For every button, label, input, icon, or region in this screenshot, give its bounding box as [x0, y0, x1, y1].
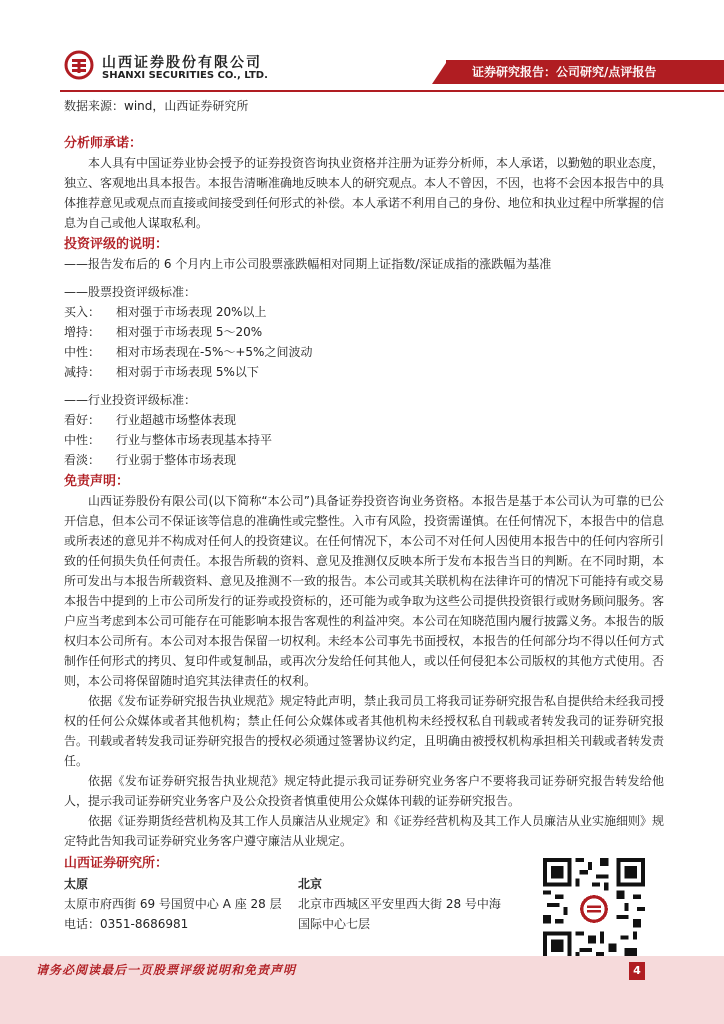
disclaimer-paragraph-1: 山西证券股份有限公司(以下简称“本公司”)具备证券投资咨询业务资格。本报告是基于本公司认为可靠的已公开信息，但本公司不保证该等信息的准确性或完整性。入市有风险，投资需谨慎。在任何情况下，本报告中的信息或所表述的意见并不构成对任何人的投资建议。在任何情况下，本公司不对任何人因使用本报告中的任何内容所引致的任何损失负任何责任。本报告所载的资料、意见及推测仅反映本所于发布本报告当日的判断。在不同时期，本所可发出与本报告所载资料、意见及推测不一致的报告。本公司或其关联机构在法律许可的情况下可能持有或交易本报告中提到的上市公司所发行的证券或投资标的，还可能为或争取为这些公司提供投资银行或财务顾问服务。客户应当考虑到本公司可能存在可能影响本报告客观性的利益冲突。本公司在知晓范围内履行披露义务。本报告的版权归本公司所有。本公司对本报告保留一切权利。未经本公司事先书面授权，本报告的任何部分均不得以任何方式制作任何形式的拷贝、复印件或复制品，或再次分发给任何其他人，或以任何侵犯本公司版权的其他方式使用。否则，本公司将保留随时追究其法律责任的权利。: [64, 494, 665, 688]
rating-value: 行业弱于整体市场表现: [116, 453, 237, 467]
taiyuan-phone: 电话：0351-8686981: [64, 917, 189, 931]
stock-rating-row: [64, 322, 664, 342]
rating-title: 投资评级的说明：: [64, 237, 169, 252]
rating-value: 相对强于市场表现 5～20%: [116, 325, 263, 339]
rating-value: 相对市场表现在-5%～+5%之间波动: [116, 345, 313, 359]
company-name-en: SHANXI SECURITIES CO., LTD.: [102, 70, 268, 81]
data-source: 数据来源：wind，山西证券研究所: [64, 99, 249, 113]
page-number: 4: [629, 962, 645, 980]
beijing-address-line-1: 北京市西城区平安里西大街 28 号中海: [298, 897, 501, 911]
company-logo-icon: [64, 50, 94, 80]
commitment-text: 本人具有中国证券业协会授予的证券投资咨询执业资格并注册为证券分析师，本人承诺，以勤勉的职业态度，独立、客观地出具本报告。本报告清晰准确地反映本人的研究观点。本人不曾因，不因，也将不会因本报告中的具体推荐意见或观点而直接或间接受到任何形式的补偿。本人承诺不利用自己的身份、地位和执业过程中所掌握的信息为自己或他人谋取私利。: [64, 156, 665, 230]
rating-value: 相对强于市场表现 20%以上: [116, 305, 267, 319]
beijing-address-line-2: 国际中心七层: [298, 917, 371, 931]
stock-rating-row: [64, 342, 664, 362]
rating-key: 买入：: [64, 305, 101, 319]
disclaimer-paragraph-3: 依据《发布证券研究报告执业规范》规定特此提示我司证券研究业务客户不要将我司证券研究报告转发给他人，提示我司证券研究业务客户及公众投资者慎重使用公众媒体刊载的证券研究报告。: [64, 774, 664, 808]
industry-rating-row: [64, 410, 664, 430]
rating-key: 看好：: [64, 413, 101, 427]
industry-rating-row: [64, 430, 664, 450]
rating-key: 增持：: [64, 325, 101, 339]
rating-key: 中性：: [64, 433, 101, 447]
rating-basis: ——报告发布后的 6 个月内上市公司股票涨跌幅相对同期上证指数/深证成指的涨跌幅为基准: [64, 257, 552, 271]
rating-key: 看淡：: [64, 453, 101, 467]
beijing-office: [298, 874, 501, 934]
header-rule: [60, 90, 724, 92]
institute-title: 山西证券研究所：: [64, 856, 169, 871]
taiyuan-office: [64, 874, 282, 934]
rating-value: 行业与整体市场表现基本持平: [116, 433, 273, 447]
disclaimer-paragraph-2: 依据《发布证券研究报告执业规范》规定特此声明，禁止我司员工将我司证券研究报告私自提供给未经我司授权的任何公众媒体或者其他机构；禁止任何公众媒体或者其他机构未经授权私自刊载或者转发我司的证券研究报告。刊载或者转发我司证券研究报告的授权必须通过签署协议约定，且明确由被授权机构承担相关刊载或者转发责任。: [64, 694, 665, 768]
taiyuan-city: 太原: [64, 877, 89, 891]
industry-rating-row: [64, 450, 664, 470]
beijing-city: 北京: [298, 877, 323, 891]
rating-key: 减持：: [64, 365, 101, 379]
rating-value: 行业超越市场整体表现: [116, 413, 237, 427]
footer-notice: 请务必阅读最后一页股票评级说明和免责声明: [36, 963, 297, 977]
rating-key: 中性：: [64, 345, 101, 359]
company-name-cn: 山西证券股份有限公司: [102, 55, 262, 71]
stock-rating-row: [64, 302, 664, 322]
report-type-banner: 证券研究报告：公司研究/点评报告: [446, 60, 724, 84]
stock-rating-header: ——股票投资评级标准：: [64, 285, 197, 299]
page-header: [0, 0, 724, 92]
main-content: [64, 96, 664, 851]
qr-code-icon: [543, 858, 645, 960]
disclaimer-paragraph-4: 依据《证券期货经营机构及其工作人员廉洁从业规定》和《证券经营机构及其工作人员廉洁从业实施细则》规定特此告知我司证券研究业务客户遵守廉洁从业规定。: [64, 814, 665, 848]
taiyuan-address: 太原市府西街 69 号国贸中心 A 座 28 层: [64, 897, 282, 911]
rating-value: 相对弱于市场表现 5%以下: [116, 365, 259, 379]
stock-rating-row: [64, 362, 664, 382]
disclaimer-title: 免责声明：: [64, 474, 130, 489]
commitment-title: 分析师承诺：: [64, 136, 143, 151]
industry-rating-header: ——行业投资评级标准：: [64, 393, 197, 407]
